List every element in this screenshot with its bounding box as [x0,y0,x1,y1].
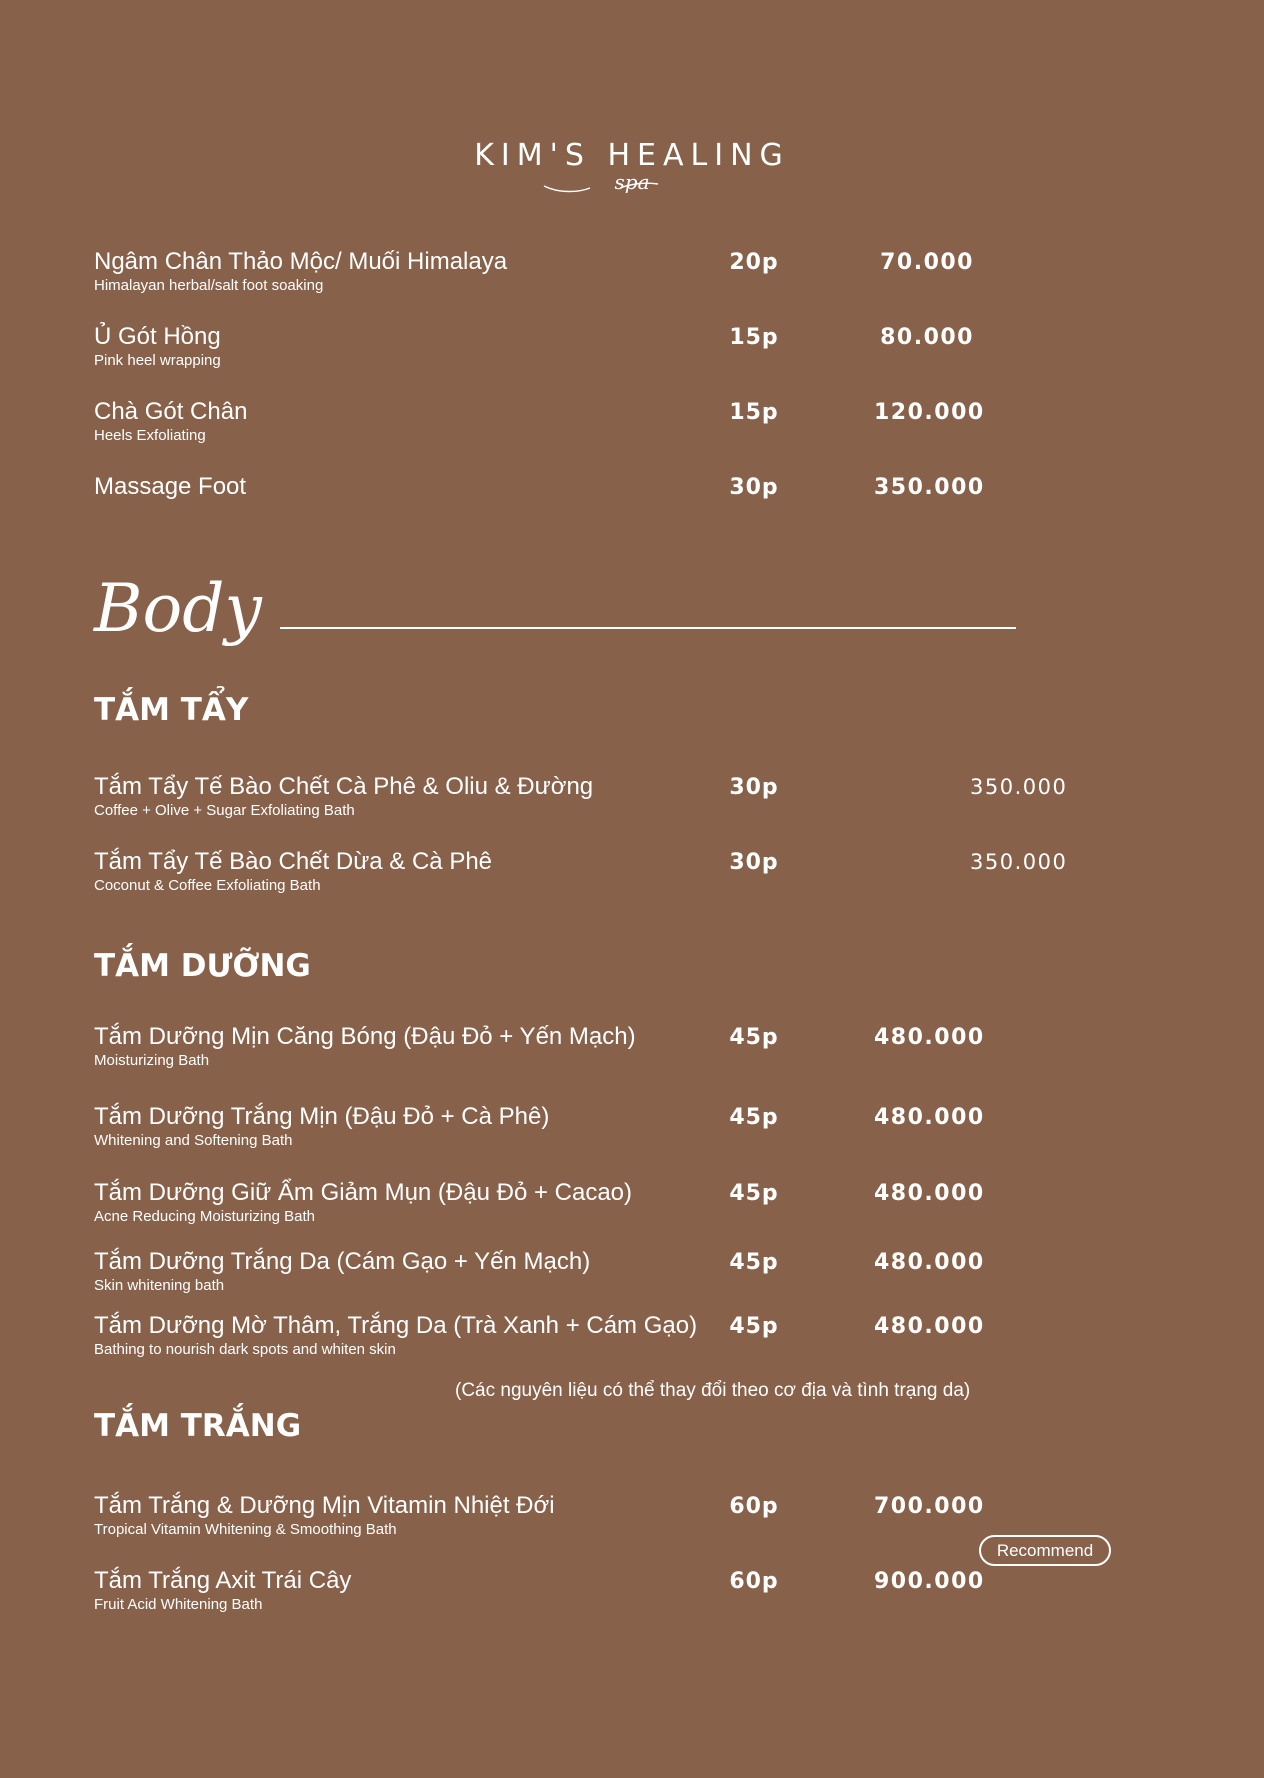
item-duration: 60p [729,1494,779,1519]
item-duration: 30p [729,775,779,800]
item-price: 350.000 [970,850,1068,874]
menu-item [94,398,1094,458]
menu-item [94,1492,1094,1552]
section-title: Body [94,570,262,647]
menu-item [94,473,1094,533]
item-price: 350.000 [970,775,1068,799]
logo-swash-icon [540,178,660,198]
item-subtitle: Fruit Acid Whitening Bath [94,1596,263,1613]
item-duration: 15p [729,400,779,425]
item-duration: 45p [729,1181,779,1206]
item-name: Tắm Dưỡng Mịn Căng Bóng (Đậu Đỏ + Yến Mạch) [94,1023,636,1050]
item-name: Tắm Tẩy Tế Bào Chết Cà Phê & Oliu & Đường [94,773,594,800]
item-subtitle: Moisturizing Bath [94,1052,210,1069]
item-duration: 30p [729,475,779,500]
item-price: 480.000 [874,1250,985,1275]
item-duration: 15p [729,325,779,350]
menu-item [94,1179,1094,1239]
item-name: Ủ Gót Hồng [94,323,221,350]
category-heading: TẮM DƯỠNG [94,948,311,984]
menu-item [94,1248,1094,1308]
menu-item [94,1103,1094,1163]
item-price: 900.000 [874,1569,985,1594]
item-subtitle: Skin whitening bath [94,1277,225,1294]
item-subtitle: Pink heel wrapping [94,352,221,369]
item-duration: 60p [729,1569,779,1594]
item-duration: 20p [729,250,779,275]
item-name: Ngâm Chân Thảo Mộc/ Muối Himalaya [94,248,508,275]
recommend-badge: Recommend [979,1535,1111,1566]
menu-item [94,248,1094,308]
menu-item [94,1312,1094,1372]
item-subtitle: Acne Reducing Moisturizing Bath [94,1208,315,1225]
item-subtitle: Bathing to nourish dark spots and whiten skin [94,1341,396,1358]
item-subtitle: Coconut & Coffee Exfoliating Bath [94,877,321,894]
item-duration: 45p [729,1250,779,1275]
logo-subtitle: spa [614,170,650,194]
menu-item [94,1567,1094,1627]
menu-item [94,1023,1094,1083]
item-duration: 45p [729,1025,779,1050]
item-name: Massage Foot [94,473,247,500]
item-price: 480.000 [874,1181,985,1206]
menu-item [94,773,1094,833]
item-name: Tắm Dưỡng Giữ Ẩm Giảm Mụn (Đậu Đỏ + Cacao) [94,1179,633,1206]
item-price: 70.000 [880,250,974,275]
category-heading: TẮM TẨY [94,692,249,728]
menu-item [94,848,1094,908]
item-subtitle: Tropical Vitamin Whitening & Smoothing Bath [94,1521,397,1538]
item-name: Tắm Tẩy Tế Bào Chết Dừa & Cà Phê [94,848,493,875]
item-duration: 30p [729,850,779,875]
item-duration: 45p [729,1314,779,1339]
item-price: 480.000 [874,1314,985,1339]
item-name: Tắm Trắng Axit Trái Cây [94,1567,352,1594]
item-price: 480.000 [874,1105,985,1130]
item-name: Tắm Dưỡng Mờ Thâm, Trắng Da (Trà Xanh + Cám Gạo) [94,1312,698,1339]
item-name: Chà Gót Chân [94,398,248,425]
menu-item [94,323,1094,383]
item-subtitle: Whitening and Softening Bath [94,1132,293,1149]
item-price: 700.000 [874,1494,985,1519]
category-heading: TẮM TRẮNG [94,1408,302,1444]
item-subtitle: Heels Exfoliating [94,427,206,444]
item-name: Tắm Dưỡng Trắng Mịn (Đậu Đỏ + Cà Phê) [94,1103,550,1130]
item-price: 350.000 [874,475,985,500]
item-price: 480.000 [874,1025,985,1050]
item-price: 80.000 [880,325,974,350]
section-divider [280,627,1016,629]
item-subtitle: Himalayan herbal/salt foot soaking [94,277,324,294]
item-name: Tắm Dưỡng Trắng Da (Cám Gạo + Yến Mạch) [94,1248,591,1275]
item-name: Tắm Trắng & Dưỡng Mịn Vitamin Nhiệt Đới [94,1492,555,1519]
spa-logo [0,138,1264,173]
item-duration: 45p [729,1105,779,1130]
item-subtitle: Coffee + Olive + Sugar Exfoliating Bath [94,802,355,819]
ingredients-note: (Các nguyên liệu có thể thay đổi theo cơ địa và tình trạng da) [455,1380,971,1401]
item-price: 120.000 [874,400,985,425]
logo-title: KIM'S HEALING [474,138,790,173]
